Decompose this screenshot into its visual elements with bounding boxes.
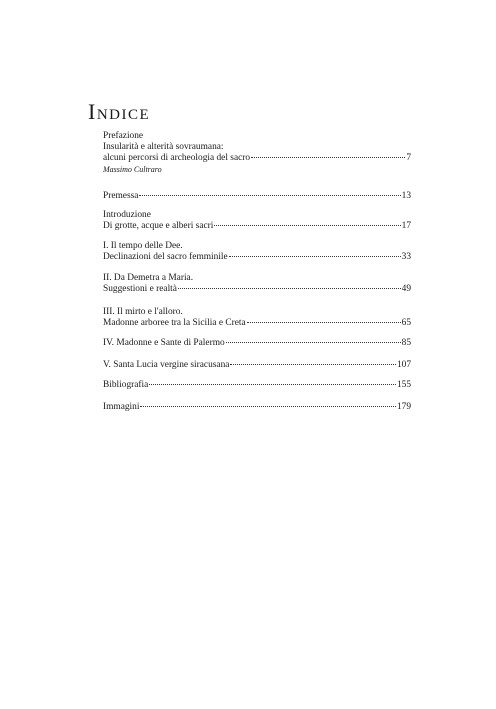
leader-dots	[247, 322, 401, 323]
toc-section-label: III. Il mirto e l'alloro.	[103, 307, 183, 317]
toc-section-label: Prefazione	[103, 131, 144, 141]
toc-page-number: 107	[396, 360, 411, 370]
toc-line	[103, 402, 411, 413]
leader-dots	[140, 406, 395, 407]
toc-entry-title: Premessa	[103, 191, 139, 201]
toc-page-number: 179	[396, 402, 411, 412]
toc-page-number: 85	[401, 338, 411, 348]
toc-entry-title: Bibliografia	[103, 380, 149, 390]
toc-entry-title: Insularità e alterità sovraumana:	[103, 142, 224, 153]
toc-entry-title: Immagini	[103, 402, 140, 412]
toc-line	[103, 380, 411, 391]
leader-dots	[178, 288, 401, 289]
toc-entry-title: Declinazioni del sacro femminile	[103, 252, 228, 263]
leader-dots	[226, 342, 401, 343]
toc-line	[103, 191, 411, 202]
toc-entry-premessa[interactable]	[103, 191, 411, 202]
toc-line	[103, 153, 411, 164]
leader-dots	[214, 225, 400, 226]
leader-dots	[149, 384, 396, 385]
toc-entry-chapter-1[interactable]	[103, 241, 411, 263]
toc-entry-chapter-3[interactable]	[103, 307, 411, 329]
leader-dots	[139, 195, 400, 196]
toc-entry-introduzione[interactable]	[103, 210, 411, 232]
toc-page-number: 17	[401, 221, 411, 232]
toc-entry-bibliografia[interactable]	[103, 380, 411, 391]
toc-line	[103, 360, 411, 371]
toc-entry-chapter-5[interactable]	[103, 360, 411, 371]
toc-author: Massimo Cultraro	[103, 164, 162, 174]
toc-entry-chapter-2[interactable]	[103, 273, 411, 295]
toc-line	[103, 284, 411, 295]
toc-entry-prefazione[interactable]	[103, 131, 411, 175]
toc-section-label: II. Da Demetra a Maria.	[103, 273, 194, 283]
toc-entry-immagini[interactable]	[103, 402, 411, 413]
toc-entry-title: Suggestioni e realtà	[103, 284, 177, 295]
toc-line	[103, 252, 411, 263]
toc-entry-title: alcuni percorsi di archeologia del sacro	[103, 153, 251, 164]
toc-page-number: 13	[401, 191, 411, 201]
toc-entry-chapter-4[interactable]	[103, 338, 411, 349]
leader-dots	[230, 364, 396, 365]
toc-page-number: 7	[406, 153, 411, 164]
toc-line	[103, 318, 411, 329]
page-title: Indice	[88, 99, 151, 124]
toc-entry-title: Madonne arboree tra la Sicilia e Creta	[103, 318, 246, 329]
leader-dots	[251, 157, 405, 158]
toc-page-number: 155	[396, 380, 411, 390]
toc-section-label: I. Il tempo delle Dee.	[103, 241, 183, 251]
toc-page-number: 33	[401, 252, 411, 263]
toc-section-label: Introduzione	[103, 210, 151, 220]
toc-line	[103, 221, 411, 232]
toc-line	[103, 338, 411, 349]
toc-entry-title: V. Santa Lucia vergine siracusana	[103, 360, 230, 370]
toc-entry-title: IV. Madonne e Sante di Palermo	[103, 338, 225, 348]
leader-dots	[229, 256, 401, 257]
toc-page-number: 49	[401, 284, 411, 295]
toc-entry-title: Di grotte, acque e alberi sacri	[103, 221, 214, 232]
toc-page-number: 65	[401, 318, 411, 329]
